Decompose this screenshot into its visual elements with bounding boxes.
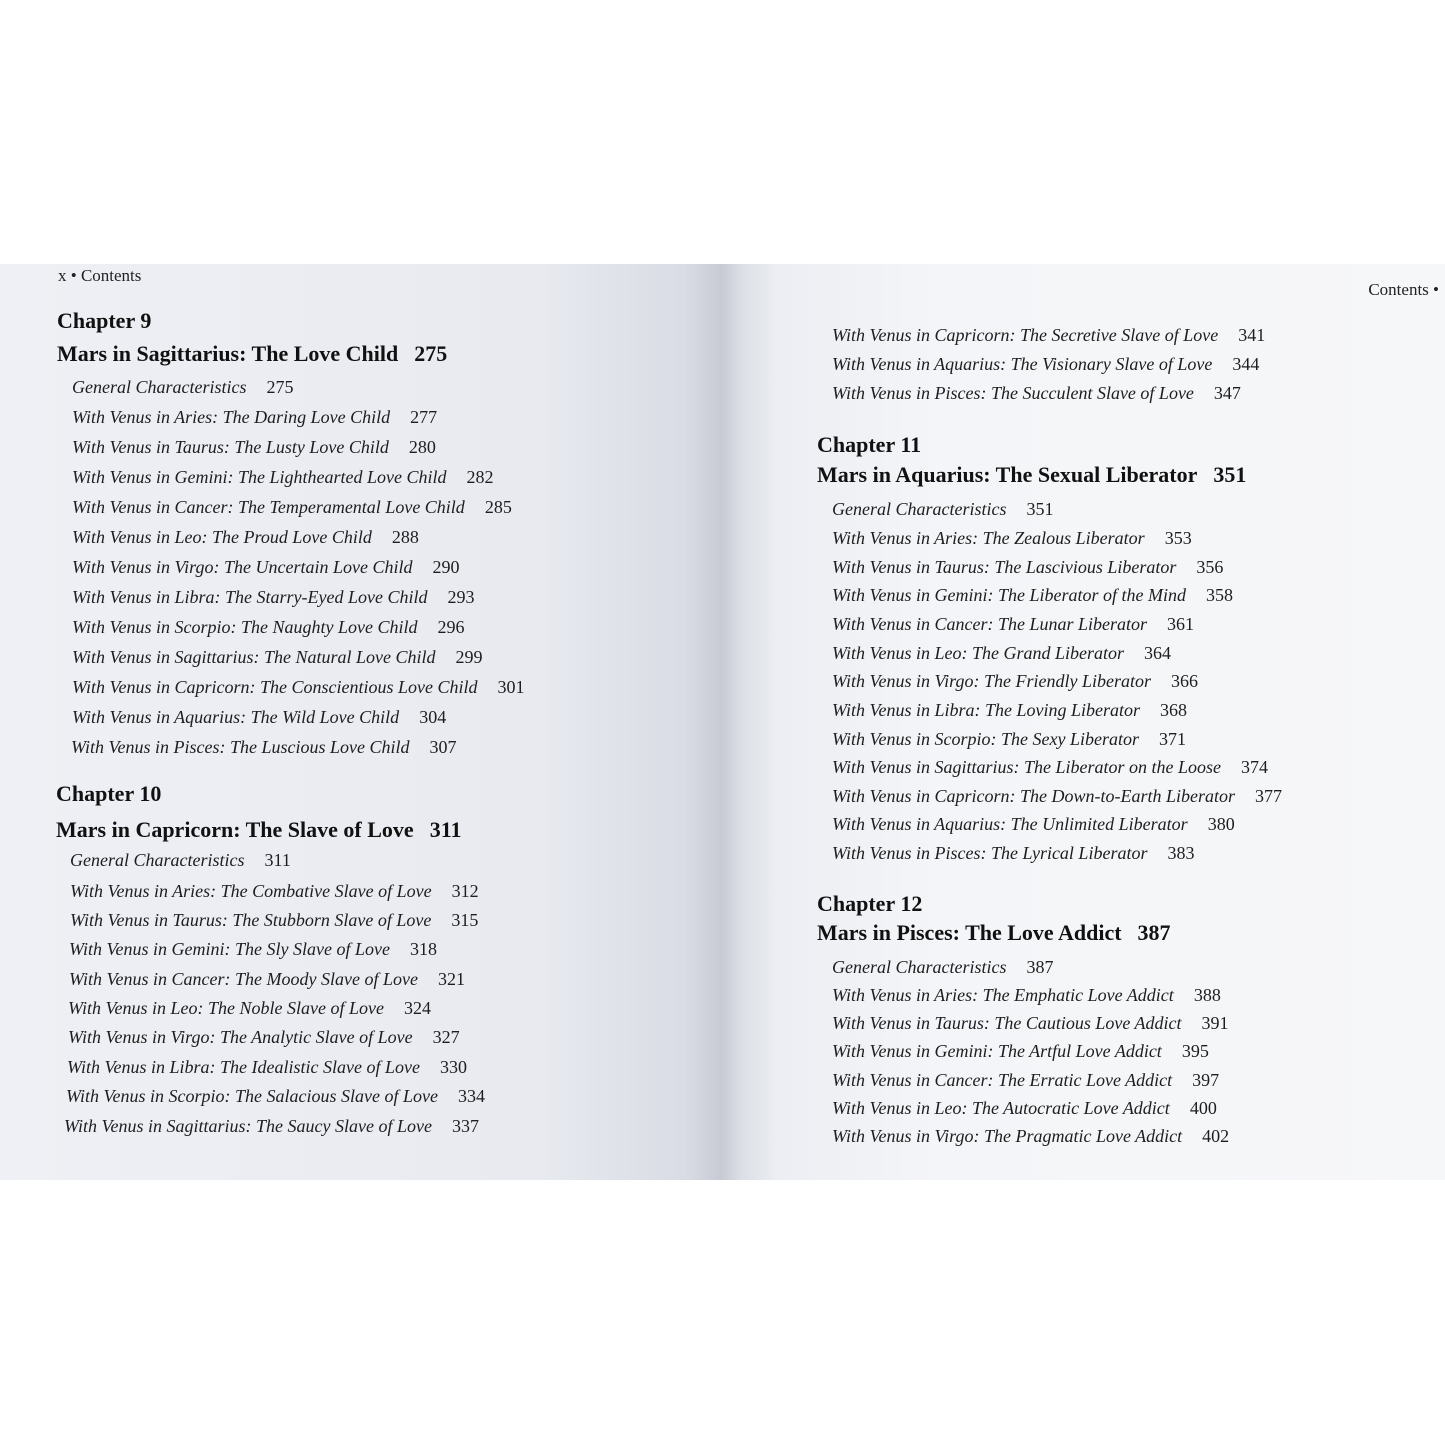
entry-title: General Characteristics [832, 499, 1007, 519]
toc-entry [832, 985, 1221, 1006]
entry-page: 307 [429, 737, 457, 757]
toc-entry [832, 1126, 1229, 1147]
entry-title: With Venus in Pisces: The Lyrical Liberator [832, 843, 1148, 863]
entry-title: With Venus in Virgo: The Pragmatic Love Addict [832, 1126, 1183, 1146]
entry-page: 296 [437, 617, 465, 637]
entry-page: 366 [1170, 671, 1198, 691]
entry-page: 334 [457, 1086, 485, 1106]
entry-title: With Venus in Pisces: The Luscious Love Child [71, 737, 410, 757]
entry-title: With Venus in Capricorn: The Secretive Slave of Love [832, 325, 1219, 345]
entry-title: With Venus in Leo: The Autocratic Love Addict [832, 1098, 1170, 1118]
entry-page: 391 [1201, 1013, 1229, 1033]
entry-page: 290 [432, 557, 460, 577]
chapter-title-text: Mars in Capricorn: The Slave of Love [56, 817, 414, 842]
entry-title: With Venus in Cancer: The Moody Slave of Love [69, 969, 418, 989]
toc-entry [69, 969, 465, 990]
entry-page: 330 [439, 1057, 467, 1077]
toc-entry [70, 910, 478, 931]
toc-entry [832, 325, 1265, 346]
entry-page: 388 [1193, 985, 1221, 1005]
entry-page: 368 [1160, 700, 1188, 720]
entry-page: 275 [266, 377, 294, 397]
entry-title: With Venus in Virgo: The Analytic Slave of Love [68, 1027, 413, 1047]
entry-title: With Venus in Cancer: The Erratic Love Addict [832, 1070, 1173, 1090]
entry-page: 312 [451, 881, 479, 901]
left-page [0, 264, 720, 1180]
entry-title: With Venus in Sagittarius: The Saucy Slave of Love [64, 1116, 432, 1136]
entry-title: With Venus in Aries: The Emphatic Love Addict [832, 985, 1174, 1005]
toc-entry [832, 643, 1171, 664]
entry-page: 327 [432, 1027, 460, 1047]
left-running-head: x • Contents [58, 266, 142, 285]
entry-title: With Venus in Capricorn: The Conscientious Love Child [72, 677, 478, 697]
toc-entry [832, 585, 1233, 606]
entry-page: 282 [466, 467, 494, 487]
entry-page: 299 [455, 647, 483, 667]
toc-entry [67, 1057, 467, 1078]
entry-page: 337 [451, 1116, 479, 1136]
entry-page: 301 [497, 677, 525, 697]
entry-page: 377 [1255, 786, 1283, 806]
entry-title: With Venus in Taurus: The Lusty Love Child [72, 437, 389, 457]
entry-page: 353 [1164, 528, 1192, 548]
entry-page: 318 [409, 939, 437, 959]
toc-entry [72, 527, 419, 548]
entry-page: 304 [419, 707, 447, 727]
toc-entry [832, 1098, 1217, 1119]
entry-title: General Characteristics [70, 850, 245, 870]
toc-entry [832, 671, 1198, 692]
toc-entry [832, 354, 1259, 375]
toc-entry [72, 497, 512, 518]
chapter-page-number: 275 [414, 341, 448, 366]
toc-entry [70, 850, 291, 871]
entry-page: 351 [1026, 499, 1054, 519]
chapter-page-number: 351 [1213, 462, 1247, 487]
entry-page: 321 [437, 969, 465, 989]
toc-entry [832, 729, 1186, 750]
toc-entry [66, 1086, 485, 1107]
chapter-10-label: Chapter 10 [56, 781, 162, 806]
chapter-title-text: Mars in Pisces: The Love Addict [817, 920, 1122, 945]
entry-page: 387 [1026, 957, 1054, 977]
chapter-12-label: Chapter 12 [817, 891, 923, 916]
toc-entry [72, 377, 293, 398]
entry-page: 364 [1144, 643, 1172, 663]
toc-entry [68, 998, 431, 1019]
toc-entry [70, 881, 479, 902]
entry-title: With Venus in Sagittarius: The Natural Love Child [72, 647, 436, 667]
entry-title: With Venus in Libra: The Loving Liberator [832, 700, 1141, 720]
toc-entry [68, 1027, 460, 1048]
entry-page: 277 [410, 407, 438, 427]
chapter-9-title [57, 341, 447, 367]
entry-page: 361 [1167, 614, 1195, 634]
toc-entry [69, 939, 437, 960]
entry-page: 383 [1167, 843, 1195, 863]
entry-title: With Venus in Aquarius: The Visionary Slave of Love [832, 354, 1213, 374]
chapter-title-text: Mars in Aquarius: The Sexual Liberator [817, 462, 1198, 487]
entry-page: 311 [264, 850, 291, 870]
entry-title: With Venus in Gemini: The Artful Love Addict [832, 1041, 1162, 1061]
entry-title: With Venus in Aries: The Combative Slave of Love [70, 881, 432, 901]
toc-entry [832, 528, 1192, 549]
entry-page: 374 [1241, 757, 1269, 777]
toc-entry [832, 1070, 1219, 1091]
entry-title: With Venus in Pisces: The Succulent Slave of Love [832, 383, 1194, 403]
toc-entry [72, 557, 459, 578]
entry-page: 341 [1238, 325, 1266, 345]
entry-title: General Characteristics [72, 377, 247, 397]
right-running-head: Contents • [1368, 280, 1439, 299]
entry-page: 280 [408, 437, 436, 457]
entry-title: With Venus in Gemini: The Lighthearted Love Child [72, 467, 447, 487]
toc-entry [832, 383, 1241, 404]
entry-title: With Venus in Scorpio: The Salacious Slave of Love [66, 1086, 438, 1106]
toc-entry [832, 786, 1282, 807]
toc-entry [72, 437, 436, 458]
entry-page: 344 [1232, 354, 1260, 374]
entry-page: 380 [1207, 814, 1235, 834]
toc-entry [832, 757, 1268, 778]
entry-page: 358 [1205, 585, 1233, 605]
entry-title: With Venus in Gemini: The Sly Slave of Love [69, 939, 390, 959]
entry-page: 293 [447, 587, 475, 607]
entry-title: With Venus in Aquarius: The Unlimited Liberator [832, 814, 1188, 834]
entry-title: With Venus in Leo: The Proud Love Child [72, 527, 372, 547]
entry-page: 371 [1158, 729, 1186, 749]
entry-title: With Venus in Libra: The Idealistic Slave of Love [67, 1057, 420, 1077]
chapter-11-label: Chapter 11 [817, 432, 922, 457]
chapter-11-title [817, 462, 1246, 488]
entry-title: With Venus in Libra: The Starry-Eyed Love Child [72, 587, 428, 607]
entry-page: 347 [1213, 383, 1241, 403]
toc-entry [832, 614, 1194, 635]
toc-entry [832, 814, 1235, 835]
entry-title: With Venus in Leo: The Noble Slave of Love [68, 998, 384, 1018]
entry-title: With Venus in Aquarius: The Wild Love Child [72, 707, 400, 727]
toc-entry [832, 499, 1053, 520]
entry-title: With Venus in Gemini: The Liberator of the Mind [832, 585, 1186, 605]
entry-title: With Venus in Cancer: The Temperamental Love Child [72, 497, 465, 517]
entry-title: With Venus in Virgo: The Friendly Liberator [832, 671, 1151, 691]
toc-entry [64, 1116, 479, 1137]
entry-title: With Venus in Aries: The Zealous Liberator [832, 528, 1145, 548]
entry-title: With Venus in Scorpio: The Sexy Liberator [832, 729, 1139, 749]
toc-entry [72, 407, 437, 428]
entry-title: With Venus in Taurus: The Cautious Love Addict [832, 1013, 1182, 1033]
entry-page: 402 [1202, 1126, 1230, 1146]
toc-entry [832, 957, 1053, 978]
entry-page: 315 [451, 910, 479, 930]
entry-page: 395 [1181, 1041, 1209, 1061]
toc-entry [832, 1013, 1229, 1034]
entry-title: With Venus in Sagittarius: The Liberator on the Loose [832, 757, 1222, 777]
entry-title: With Venus in Taurus: The Lascivious Liberator [832, 557, 1177, 577]
toc-entry [832, 557, 1223, 578]
entry-title: With Venus in Capricorn: The Down-to-Earth Liberator [832, 786, 1236, 806]
entry-title: With Venus in Aries: The Daring Love Child [72, 407, 391, 427]
toc-entry [832, 843, 1194, 864]
toc-entry [832, 700, 1187, 721]
toc-entry [72, 587, 474, 608]
chapter-9-label: Chapter 9 [57, 308, 152, 333]
toc-entry [72, 707, 446, 728]
entry-title: With Venus in Taurus: The Stubborn Slave of Love [70, 910, 432, 930]
entry-title: With Venus in Leo: The Grand Liberator [832, 643, 1125, 663]
entry-title: With Venus in Cancer: The Lunar Liberator [832, 614, 1148, 634]
toc-entry [72, 647, 483, 668]
chapter-10-title [56, 817, 461, 843]
toc-entry [71, 737, 456, 758]
entry-title: With Venus in Virgo: The Uncertain Love Child [72, 557, 413, 577]
toc-entry [72, 677, 525, 698]
chapter-title-text: Mars in Sagittarius: The Love Child [57, 341, 399, 366]
chapter-page-number: 387 [1137, 920, 1171, 945]
entry-page: 285 [484, 497, 512, 517]
entry-title: With Venus in Scorpio: The Naughty Love Child [72, 617, 418, 637]
entry-title: General Characteristics [832, 957, 1007, 977]
toc-entry [72, 467, 493, 488]
chapter-page-number: 311 [429, 817, 462, 842]
entry-page: 324 [403, 998, 431, 1018]
entry-page: 397 [1192, 1070, 1220, 1090]
toc-entry [832, 1041, 1209, 1062]
right-page [720, 264, 1445, 1180]
entry-page: 288 [391, 527, 419, 547]
entry-page: 400 [1189, 1098, 1217, 1118]
entry-page: 356 [1196, 557, 1224, 577]
toc-entry [72, 617, 464, 638]
book-spread [0, 264, 1445, 1180]
chapter-12-title [817, 920, 1171, 946]
